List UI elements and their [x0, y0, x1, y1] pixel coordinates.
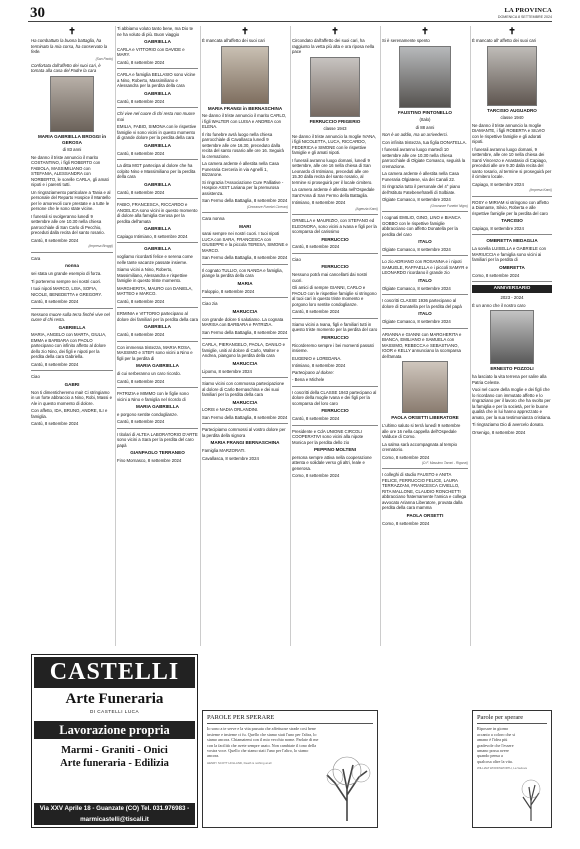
deceased-age: classe 1943	[323, 126, 347, 132]
notice-date: Capiago Intimiano, 8 settembre 2024	[117, 233, 188, 239]
quote: Ha combattuto la buona battaglia, ha terminato la mia corsa, ha conservato la fede.	[31, 38, 108, 54]
announcement-intro: Si è serenamente spento	[382, 38, 430, 43]
notice-text: I coscritti CLASSE 1936 partecipano al dolore di Donatella per la perdita del papà	[382, 298, 462, 309]
portrait-photo	[402, 361, 448, 413]
notice-start: Cara nonna	[202, 216, 225, 222]
notice-date: Cantù, 8 settembre 2024	[117, 189, 165, 195]
notice-name: MARUCCIA	[232, 399, 258, 405]
cross-icon: ✝	[241, 26, 249, 36]
notice-name: GABRIELLA	[144, 90, 171, 96]
advert-line-2: Arte funeraria - Edilizia	[60, 757, 169, 769]
deceased-name: MARIA FRANGI in BERNASCHINA	[207, 105, 283, 111]
notice-name: PEPPINO MOLTENI	[313, 447, 357, 453]
notice-name: GABRI	[64, 381, 80, 387]
notice-text: Partecipiamo commossi al vostro dolore per la perdita della signora	[202, 427, 286, 438]
notice-date: Cantù, 8 settembre 2024	[117, 298, 165, 304]
funeral-info: I funerali si svolgeranno lunedì 9 settembre alle ore 10.30 nella chiesa parrocchiale di San Carlo di Pecchio, preceduti dalla recita del santo rosario.	[31, 213, 105, 236]
notice-name: TARCISIO	[501, 218, 523, 224]
anniversary-heading: ANNIVERSARIO	[472, 285, 552, 293]
notice-date: Cavallasca, 8 settembre 2024	[202, 455, 259, 461]
notice-date: Cantù, 8 settembre 2024	[117, 378, 165, 384]
notice-date: Cantù, 8 settembre 2024	[117, 59, 165, 65]
announcement-body: Ne danno il triste annuncio il marito COSTANTINO, i figli ROBERTO con FABIOLA, MASSIMILIANO con STEFANIA, ALESSANDRA con NORBERTO, le sorelle CARLA, gli amati nipoti e i parenti tutti.	[31, 154, 109, 188]
notice-date: Lipomo, 8 settembre 2024	[202, 368, 252, 374]
deceased-age: classe 1940	[500, 115, 524, 121]
announcement-intro: Non è un addio, ma un arrivederci.	[382, 132, 448, 138]
notice-text: sarai sempre nei nostri cuori. I tuoi nipoti LUCA con SARA, FRANCESCA con GIUSEPPE e la piccola TERESA, SIMONE e MARCO.	[202, 231, 288, 253]
parole-text: Io sono a te serve e la vita passata che affettuose strade così bene insieme e insieme ci fu. Quello che siamo stati l'uno per l'altra, lo siamo ancora. Chiamatemi con il mio vecchio nome. Parlate di me con la facilità che avete sempre usato. Non cambiate il tono della vostra voce. Quello che siamo stati l'uno per l'altro, lo siamo ancora.	[207, 726, 319, 759]
notice-date: Como, 8 settembre 2024	[382, 520, 430, 526]
notice-text: ERMINIA e VITTORIO partecipano al dolore dei familiari per la perdita della cara	[117, 311, 198, 322]
notice-date: Como, 8 settembre 2024	[472, 272, 520, 278]
notice-text: ARIANNA e GIANNI con MARGHERITA e BIANCA, EMILIANO e SAMUELA con MASSIMO, REBECCA e SEBASTIANO, IGOR e KELLY annunciano la scomparsa dell'amata	[382, 331, 462, 359]
announcement-body: Ne danno il triste annuncio la moglie IVANA, i figli NICOLETTA, LUCA, RICCARDO, FEDERICA e SIMONE con le rispettive famiglie e gli amati nipoti.	[292, 133, 377, 156]
notice-quote: Chi vive nel cuore di chi resta non muore mai	[117, 111, 195, 122]
parole-credit: WILLIAM WORDSWORTH, La Vedova	[477, 766, 527, 771]
notice-text: con grande dolore ti salutiamo. La cognata MARISA con BARBARA e PATRIZIA.	[202, 316, 284, 328]
notice-text: Ricorderemo sempre i bei momenti passati insieme.	[292, 342, 374, 354]
notice-sign: EUGENIO e LOREDANA.	[292, 355, 342, 361]
notice-name: OMBRETTA	[499, 264, 525, 270]
notice-date: Cantù, 8 settembre 2024	[117, 98, 165, 104]
parole-per-sperare-box	[472, 710, 552, 828]
notice-quote: Nessuno muore sulla terra finché vive nel cuore di chi resta.	[31, 311, 110, 323]
parole-heading: Parole per sperare	[477, 714, 547, 724]
notice-name: FERRUCCIO	[321, 408, 349, 414]
advert-brand: CASTELLI	[34, 657, 195, 688]
notice-date: Cantù, 8 settembre 2024	[31, 421, 79, 427]
notice-name: GABRIELLA	[144, 324, 171, 330]
notice-name: GABRIELLA	[144, 226, 171, 231]
funeral-info: La camera ardente è allestita nell'Ospedale Sant'Anna di San Fermo della Battaglia.	[292, 187, 375, 198]
notice-text: ROSY e MIRIAM si stringono con affetto a Diamante, Silvio, Roberta e alle rispettive famiglie per la perdita del caro	[472, 199, 549, 216]
masthead-block	[498, 7, 552, 20]
masthead: LA PROVINCA	[504, 7, 552, 14]
anniversary-years: 2023 - 2024	[500, 295, 524, 301]
portrait-photo	[399, 46, 451, 108]
announcement-date: Cantù, 8 settembre 2024	[31, 237, 79, 243]
announcement-body: Ne danno il triste annuncio la moglie DIAMANTE, i figli ROBERTA e SILVIO con le rispettive famiglie e gli adorati nipoti.	[472, 122, 545, 145]
deceased-name: PAOLA ORSETTI LIBERATORE	[391, 415, 459, 421]
advert-owner: DI CASTELLI LUCA	[89, 709, 140, 714]
notice-name: MARUCCIA	[232, 308, 258, 314]
announcement-date: Como, 8 settembre 2024	[382, 454, 430, 460]
announcement-body: Ne danno il triste annuncio il marito CARLO, i figli WALTER con LUISA e ANDREA con ELENA.	[202, 113, 287, 130]
notice-text: Siamo vicini a Nino, Roberto, Massimiliano, Alessandra e rispettive famiglie in questo triste momento.	[117, 267, 188, 284]
parole-heading: PAROLE PER SPERARE	[207, 714, 373, 724]
notice-sign: Famiglia MARZORATI.	[202, 448, 246, 454]
notice-text: La ditta MGT partecipa al dolore che ha colpito Nino e Massimiliano per la perdita della cara	[117, 163, 196, 180]
notice-name: FERRUCCIO	[321, 264, 349, 270]
notice-name: MARIA	[237, 280, 253, 286]
notice-start: Cara	[31, 255, 41, 261]
notice-date: Capiago, 8 settembre 2024	[472, 225, 524, 231]
parole-text: Riposare in giorno accanto a coloro che si amano è l'idea più gradevole che l'essere umano possa avere quando pensa a qualcosa oltre la vita.	[477, 726, 516, 764]
anniversary-text: ha lasciato la vita terrena per salire alla Patria Celeste.	[472, 374, 547, 385]
notice-text: EMILIA, FABIO, SIMONA con le rispettive famiglie vi sono vicini in questo momento di grande dolore per la perdita della cara	[117, 124, 197, 141]
notice-text: MARIA, ANGELO con MARTA, GIULIA, EMMA e BARBARA con PAOLO partecipano con infinito affetto al dolore dello zio Nino, dei figli e nipoti per la perdita della cara Gabriella.	[31, 332, 107, 360]
notice-name: MARUCCIA	[232, 360, 258, 366]
notice-text: vogliamo ricordarti felice e serena come nelle tante vacanze passate insieme.	[117, 254, 193, 265]
advert-subtitle: Arte Funeraria	[65, 691, 164, 707]
notice-sign: LORIS e NADIA ORLANDINI.	[202, 407, 259, 413]
deceased-name: FERRUCCIO FRIGERIO	[309, 118, 361, 124]
notice-extra: Partecipano al dolore:	[292, 369, 334, 375]
notice-text: Il cognato TULLIO, con NANDA e famiglia, piange la perdita della cara	[202, 267, 283, 279]
funeral-info: I funerali avranno luogo domani, lunedì 9 settembre, alle ore 16 nella chiesa di San Leonardo di Intimiano, preceduti alle ore 15.30 dalla recita del santo rosario, al termine si proseguirà per il locale cimitero.	[292, 157, 373, 185]
announcement-intro: È mancata all'affetto dei suoi cari	[202, 38, 265, 43]
notice-text: I colleghi di studio FAUSTO e ANITA FELICE, FERRUCCIO FELICE, LAURA TERRAZZANI, FRANCESCA CIVIELLO, RITA MALLONE, CLAUDIO RONCHETTI abbracciano fraternamente l'amica e collega avvocato Arianna Liberatore, provata dalla perdita della cara mamma	[382, 472, 467, 511]
tree-illustration-icon	[515, 775, 547, 821]
anniversary-date: Orsenigo, 8 settembre 2024	[472, 429, 526, 435]
notice-name: GABRIELLA	[144, 246, 171, 252]
advert-banner: Lavorazione propria	[34, 721, 195, 739]
notice-sign: I tuoi nipoti MARCO, LISA, SOFIA, NICOLE, BENEDETTA e GREGORY.	[31, 286, 102, 297]
notice-text: Ti porteremo sempre nei nostri cuori.	[31, 278, 102, 284]
notice-name: ITALO	[418, 311, 432, 317]
notice-text: Nessuno potrà mai cancellarti dai nostri cuori.	[292, 272, 368, 283]
parole-credit: HENRY SCOTT HOLLAND, Death is nothing at all	[207, 760, 272, 765]
agency: (Onoranze Funebri Nigro)	[430, 203, 468, 208]
portrait-photo	[487, 46, 537, 106]
anniversary-text: Ti ringraziamo Dio di avercelo donato.	[472, 422, 545, 428]
notice-date: Olgiate Comasco, 8 settembre 2024	[382, 246, 451, 252]
notice-name: MARIA GABRIELLA	[136, 404, 179, 409]
portrait-photo	[50, 76, 94, 132]
notice-sign: MARGHERITA, MAURO con DANIELA, MATTEO e MARCO.	[117, 285, 193, 297]
notice-date: Como, 8 settembre 2024	[292, 473, 340, 479]
dateline: DOMENICA 8 SETTEMBRE 2024	[497, 15, 552, 20]
announcement-date: Olgiate Comasco, 8 settembre 2024	[382, 197, 451, 203]
parole-per-sperare-box	[202, 710, 378, 828]
portrait-photo	[490, 310, 534, 364]
notice-text: I titolari di ALTEA LABORATORIO D'ARTE sono vicini a Sara per la perdita del caro papà	[117, 431, 198, 448]
notice-date: Olgiate Comasco, 8 settembre 2024	[382, 285, 451, 291]
funeral-info: I funerali avranno luogo domani, 9 settembre, alle ore 10 nella chiesa dei Santi Vincenzo e Anastasio di Capiago, preceduti alle ore 9.30 dalla recita del santo rosario, al termine si proseguirà per il cimitero locale.	[472, 146, 552, 180]
notice-name: GABRIELLA	[58, 324, 86, 330]
notice-date: Cantù, 8 settembre 2024	[117, 419, 165, 425]
agency: (Agenzia Kami)	[355, 206, 378, 211]
notice-date: Cantù, 8 settembre 2024	[292, 416, 340, 422]
agency: (O.F. Massimo Taroni - Rigonzi)	[421, 461, 468, 466]
funeral-info: I funerali avranno luogo martedì 10 settembre alle ore 10.30 nella chiesa parrocchiale di Olgiate Comasco, seguirà la cremazione.	[382, 147, 466, 169]
notice-text: Presidente e CdA UNIONE CIRCOLI COOPERATIVI sono vicini alla nipote Monica per la perdita dello zio	[292, 428, 364, 445]
notice-date: Intimiano, 8 settembre 2024	[292, 363, 346, 369]
agency: (Impresa Kami)	[529, 188, 552, 193]
notice-name: GABRIELLA	[144, 181, 171, 187]
agency: (Impresa Broggi)	[88, 244, 113, 249]
column-5	[382, 26, 468, 849]
notice-name: PAOLA ORSETTI	[406, 512, 444, 518]
funeral-info: La salma sarà accompagnata al tempio crematorio.	[382, 441, 457, 453]
notice-name: GIANPAOLO TERRANEO	[130, 450, 185, 456]
notice-extra: - Bena e Michele	[292, 377, 325, 383]
notice-text: Lo zio ADRIANO con ROSANNA e i nipoti SAMUELE, RAFFAELLA e i piccoli SAMYR e LEONARDO ricordano il grande zio	[382, 259, 468, 276]
notice-text: FABIO, FRANCESCA, RICCARDO e ANGELICA sono vicini in questo momento di dolore alla famiglia Gerosa per la perdita dell'amata	[117, 202, 198, 224]
notice-text: CARLA, PIERANGELO, PAOLA, DANILO e famiglie, uniti al dolore di Carlo, Walter e Andrea, piangono la perdita della cara	[202, 342, 286, 359]
funeral-info: L'ultimo saluto si terrà lunedì 9 settembre alle ore 16 nella cappella dell'Ospedale Valduce di Como.	[382, 423, 461, 440]
notice-name: nonna	[65, 263, 79, 269]
deceased-nickname: (Italo)	[419, 117, 431, 123]
quote-source: (San Paolo)	[95, 56, 113, 61]
announcement-intro: Confortata dall'affetto dei suoi cari, è tornata alla casa del Padre la cara	[31, 62, 101, 74]
notice-name: FERRUCCIO	[321, 334, 349, 340]
notice-text: CARLA e famiglia BELLASIO sono vicine a Nino, Roberto, Massimiliano e Alessandra per la perdita della cara	[117, 72, 196, 89]
advert-footer: Via XXV Aprile 18 - Guanzate (CO) Tel. 031.976983 - marmicastelli@tiscali.it	[34, 803, 195, 825]
cross-icon: ✝	[68, 26, 76, 36]
deceased-name: TARCISIO AUGUADRO	[487, 107, 537, 113]
castelli-advert	[31, 654, 198, 828]
notice-date: San Fermo della Battaglia, 8 settembre 2024	[202, 414, 288, 420]
notice-date: Fino Mornasco, 8 settembre 2024	[117, 458, 182, 464]
notice-name: GABRIELLA	[144, 142, 171, 148]
deceased-name: ERNESTO POZZOLI	[490, 366, 534, 372]
notice-sign: CARLA e VITTORIO con DAVIDE e MARY.	[117, 46, 185, 58]
notice-text: di cui serberanno un caro ricordo.	[117, 371, 182, 376]
notice-text: Non ti dimenticheremo mai! Ci stringiamo in un forte abbraccio a Nino, Robi, Massi e Ale in questo momento di dolore.	[31, 389, 112, 406]
announcement-date: San Fermo della Battaglia, 8 settembre 2024	[202, 198, 288, 204]
notice-text: Siamo vicini con commossa partecipazione al dolore di Carlo Bernaschina e dei suoi familiari per la perdita della cara	[202, 381, 285, 398]
notice-name: FERRUCCIO	[321, 236, 349, 242]
notice-date: San Fermo della Battaglia, 8 settembre 2024	[202, 329, 288, 335]
notice-date: San Fermo della Battaglia, 8 settembre 2024	[202, 255, 288, 261]
cross-icon: ✝	[421, 26, 429, 36]
cross-icon: ✝	[508, 26, 516, 36]
notice-sign: Con affetto, IDA, BRUNO, ANDRE, ILI e famiglia.	[31, 408, 108, 419]
funeral-info: Il rito funebre avrà luogo nella chiesa parrocchiale di Cavallasca lunedì 9 settembre alle ore 16.30, preceduto dalla recita del santo rosario alle ore 16. Seguirà la cremazione.	[202, 131, 284, 159]
notice-date: Cantù, 8 settembre 2024	[31, 299, 79, 305]
notice-text: ORNELLA e MAURIZIO, con STEFANO ed ELEONORA, sono vicini a Ivana e figli per la scomparsa del carissimo	[292, 218, 377, 235]
notice-name: GABRIELLA	[144, 39, 171, 44]
anniversary-intro: È un anno che il nostro caro	[472, 302, 526, 308]
notice-name: ITALO	[418, 277, 432, 283]
notice-text: Con immensa tristezza, MARIA ROSA, MASSIMO e STEFI sono vicini a Nino e figli per la perdita di	[117, 344, 193, 361]
advert-line-1: Marmi - Graniti - Onici	[61, 744, 168, 756]
portrait-photo	[310, 57, 360, 117]
notice-name: MARI	[239, 223, 251, 229]
cross-icon: ✝	[331, 26, 339, 36]
notice-title: OMBRETTA MEDAGLIA	[486, 238, 538, 244]
notice-start: Ciao	[292, 256, 301, 262]
page-header	[28, 6, 552, 22]
notice-name: MARIA GABRIELLA	[136, 363, 179, 369]
announcement-intro: È mancato all' affetto dei suoi cari	[472, 38, 537, 43]
announcement-body: Con infinita tristezza, tua figlia DONATELLA.	[382, 139, 467, 145]
notice-date: Cantù, 8 settembre 2024	[31, 361, 79, 367]
funeral-info: La camera ardente è allestita nella Casa Funeraria Cerceria in via Agnelli 1, Bizzarone.	[202, 161, 279, 178]
deceased-age: di 83 anni	[62, 147, 82, 153]
notice-start: Ciao	[31, 374, 40, 380]
notice-text: La sorella LUISELLA e GABRIELE con MARIUCCIA e famiglia sono vicini ai familiari per la perdita di	[472, 246, 547, 263]
notice-text: PATRIZIA e MIMMO con le figlie sono vicini a Nino e famiglia nel ricordo di	[117, 391, 189, 402]
announcement-intro: Circondato dall'affetto dei suoi cari, ha raggiunto la vetta più alta e ora riposa nella pace	[292, 38, 375, 54]
funeral-info: La camera ardente è allestita nella Casa Funeraria Olgiatese, via dei Canali 22.	[382, 171, 459, 182]
agency: (Onoranze Funebri Ciceran)	[246, 204, 288, 209]
notice-text: I cognati EMILIO, GINO, LINO e BIANCA GOBBO con le rispettive famiglie abbracciano con affetto Donatella per la perdita del caro	[382, 215, 461, 237]
notice-text: e porgono sentite condoglianze.	[117, 411, 178, 417]
deceased-name: FAUSTINO PINTONELLO	[397, 109, 453, 115]
announcement-date: Intimiano, 8 settembre 2024	[292, 200, 346, 206]
notice-date: Olgiate Comasco, 8 settembre 2024	[382, 319, 451, 325]
notice-date: Cantù, 8 settembre 2024	[292, 244, 340, 250]
announcement-thanks: Si ringrazia tutto il personale del 4° piano dell'Istituto Fatebenefratelli di Solbiate.	[382, 184, 461, 195]
tree-illustration-icon	[321, 749, 373, 821]
page-number: 30	[30, 5, 45, 21]
notice-text: persona sempre attiva nella cooperazione attenta e solidale verso gli altri, leale e generosa.	[292, 454, 372, 471]
notice-text: I coscritti della CLASSE 1943 partecipano al dolore della moglie Ivana e dei figli per la scomparsa del loro caro	[292, 389, 377, 406]
notice-date: Cantù, 8 settembre 2024	[292, 309, 340, 315]
announcement-date: Capiago, 8 settembre 2024	[472, 181, 524, 187]
notice-date: Cantù, 8 settembre 2024	[117, 332, 165, 338]
anniversary-text: Vuoi nel cuore della moglie e dei figli che lo ricordano con immutato affetto e lo ringraziano per il lavoro che ha svolto per la famiglia e per la società, per le buone qualità che in lui hanno apprezzato e amato, per la sua testimonianza cristiana.	[472, 387, 552, 420]
notice-text: sei stata un grande esempio di forza.	[31, 271, 102, 277]
notice-name: ITALO	[418, 239, 432, 245]
notice-text: Ti abbiamo voluto tanto bene, ma Dio te ne ha voluto di più. Buon viaggio	[117, 26, 194, 37]
notice-start: Ciao zia	[202, 301, 218, 307]
notice-text: Siamo vicini a Ivana, figli e familiari tutti in questo triste momento per la perdita del caro	[292, 321, 378, 333]
announcement-thanks: Un ringraziamento particolare a Tania e al personale del Reparto Hospice il Mantello per le amorevoli cure prestate e a tutte le persone che le sono state vicine.	[31, 189, 111, 212]
notice-date: Cantù, 8 settembre 2024	[117, 150, 165, 156]
notice-name: MARIA FRANGI BERNASCHINA	[210, 440, 280, 446]
deceased-age: di 88 anni	[415, 124, 435, 130]
deceased-name: MARIA GABRIELLA BROGGI in GEROSA	[37, 133, 107, 145]
notice-text: Gli amici di sempre GIANNI, CARLO e PAOLO con le rispettive famiglie si stringono al tuoi cari in questo triste momento e porgono loro sentite condoglianze.	[292, 285, 377, 307]
announcement-thanks: Si ringrazia l'Associazione Cure Palliative - Hospice ASST Lariana per la premurosa assistenza.	[202, 179, 284, 196]
notice-date: Faloppio, 8 settembre 2024	[202, 288, 255, 294]
portrait-photo	[221, 46, 269, 104]
